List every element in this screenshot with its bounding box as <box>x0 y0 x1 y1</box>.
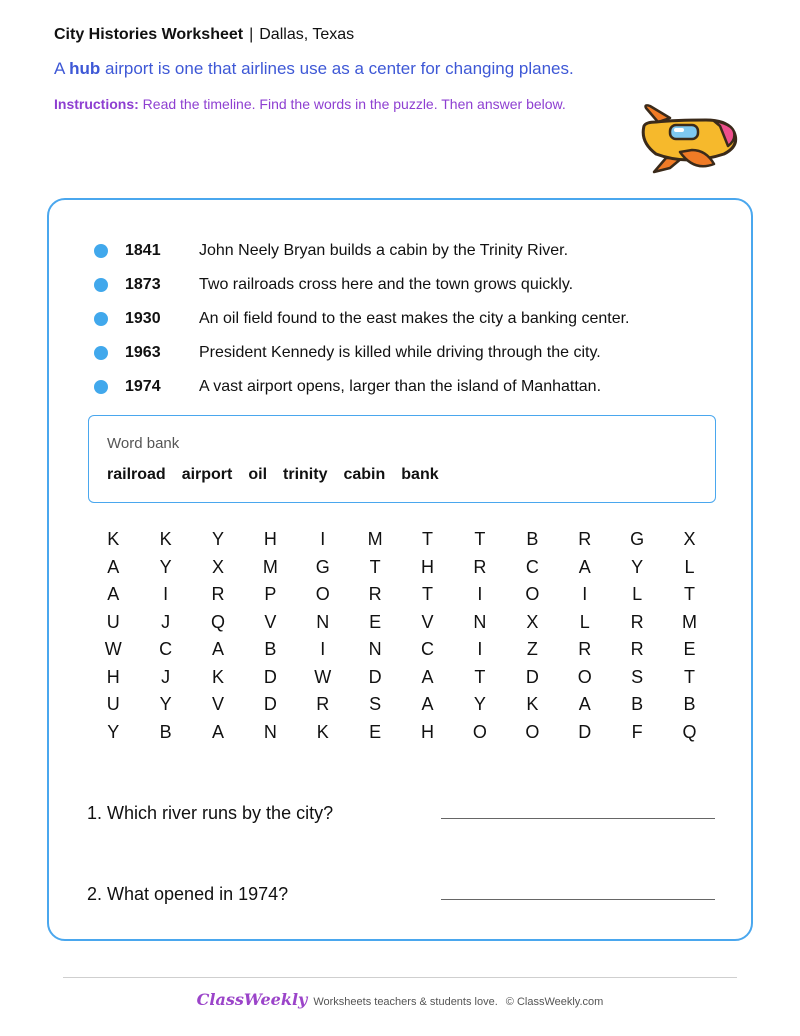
grid-letter[interactable]: K <box>107 529 120 549</box>
grid-letter[interactable]: A <box>107 584 120 604</box>
grid-letter[interactable]: N <box>316 611 330 632</box>
grid-letter[interactable]: U <box>106 611 120 632</box>
footer <box>0 990 800 1009</box>
grid-letter[interactable]: L <box>684 556 695 577</box>
grid-letter[interactable]: Y <box>473 694 486 714</box>
grid-letter[interactable]: R <box>578 639 592 659</box>
question-1: 1. Which river runs by the city? <box>87 803 334 823</box>
grid-letter[interactable]: T <box>369 556 381 577</box>
dot-icon <box>94 278 108 292</box>
timeline-event: A vast airport opens, larger than the island of Manhattan. <box>199 378 602 395</box>
grid-letter[interactable]: E <box>369 721 382 742</box>
grid-letter[interactable]: B <box>159 721 172 742</box>
word-bank-word: cabin <box>343 466 386 483</box>
hub-term: hub <box>69 59 101 78</box>
grid-letter[interactable]: R <box>316 694 330 714</box>
grid-letter[interactable]: N <box>473 611 487 632</box>
grid-letter[interactable]: N <box>368 639 382 659</box>
word-bank-word: railroad <box>107 466 166 483</box>
grid-letter[interactable]: B <box>526 529 539 549</box>
grid-letter[interactable]: O <box>315 584 330 604</box>
grid-letter[interactable]: E <box>683 639 696 659</box>
instructions <box>54 93 574 116</box>
timeline-year: 1841 <box>125 242 161 259</box>
grid-letter[interactable]: Y <box>159 694 172 714</box>
word-bank-word: bank <box>401 466 439 483</box>
hub-definition <box>54 59 574 79</box>
grid-letter[interactable]: V <box>264 611 277 632</box>
grid-letter[interactable]: M <box>262 556 278 577</box>
grid-letter[interactable]: K <box>316 721 329 742</box>
grid-letter[interactable]: R <box>368 584 382 604</box>
hub-prefix: A <box>54 59 70 78</box>
grid-row <box>87 691 716 719</box>
word-bank <box>88 415 716 503</box>
grid-letter[interactable]: O <box>525 584 540 604</box>
grid-letter[interactable]: T <box>474 529 486 549</box>
grid-letter[interactable]: A <box>421 694 434 714</box>
grid-letter[interactable]: R <box>578 529 592 549</box>
grid-letter[interactable]: I <box>163 584 169 604</box>
grid-letter[interactable]: Q <box>682 721 697 742</box>
grid-letter[interactable]: A <box>578 694 591 714</box>
timeline-event: An oil field found to the east makes the city a banking center. <box>199 310 630 327</box>
grid-letter[interactable]: X <box>211 556 224 577</box>
footer-divider <box>63 977 737 978</box>
footer-copyright: © ClassWeekly.com <box>505 996 604 1008</box>
grid-letter[interactable]: S <box>631 666 644 687</box>
grid-letter[interactable]: B <box>683 694 696 714</box>
timeline-year: 1873 <box>125 276 161 293</box>
grid-letter[interactable]: A <box>421 666 434 687</box>
grid-letter[interactable]: A <box>211 721 224 742</box>
grid-letter[interactable]: K <box>159 529 172 549</box>
grid-row <box>87 581 716 609</box>
worksheet-header <box>54 26 354 44</box>
grid-letter[interactable]: Y <box>631 556 644 577</box>
grid-letter[interactable]: A <box>578 556 591 577</box>
grid-letter[interactable]: N <box>263 721 277 742</box>
city-name: Dallas, Texas <box>259 26 355 43</box>
grid-letter[interactable]: H <box>421 556 435 577</box>
grid-letter[interactable]: S <box>369 694 382 714</box>
grid-letter[interactable]: L <box>632 584 643 604</box>
grid-letter[interactable]: D <box>525 666 539 687</box>
grid-letter[interactable]: V <box>421 611 434 632</box>
airplane-icon <box>636 102 742 174</box>
grid-row <box>87 554 716 582</box>
grid-letter[interactable]: Y <box>159 556 172 577</box>
word-bank-words <box>107 466 455 484</box>
answer-line-1[interactable] <box>441 818 715 819</box>
timeline-item <box>94 370 629 404</box>
grid-letter[interactable]: J <box>161 666 171 687</box>
grid-letter[interactable]: T <box>422 529 434 549</box>
grid-letter[interactable]: B <box>264 639 277 659</box>
grid-letter[interactable]: X <box>526 611 539 632</box>
timeline-year: 1930 <box>125 310 161 327</box>
grid-letter[interactable]: V <box>211 694 224 714</box>
question-2: 2. What opened in 1974? <box>87 884 289 904</box>
grid-letter[interactable]: G <box>315 556 330 577</box>
grid-letter[interactable]: D <box>263 666 277 687</box>
timeline-item <box>94 268 629 302</box>
grid-letter[interactable]: H <box>421 721 435 742</box>
worksheet-card <box>47 198 753 941</box>
grid-row <box>87 719 716 747</box>
dot-icon <box>94 346 108 360</box>
grid-letter[interactable]: A <box>107 556 120 577</box>
word-bank-label: Word bank <box>107 435 180 452</box>
grid-letter[interactable]: T <box>683 584 695 604</box>
timeline-year: 1963 <box>125 344 161 361</box>
grid-letter[interactable]: B <box>631 694 644 714</box>
grid-letter[interactable]: M <box>367 529 383 549</box>
grid-letter[interactable]: H <box>263 529 277 549</box>
grid-letter[interactable]: T <box>683 666 695 687</box>
grid-letter[interactable]: G <box>630 529 645 549</box>
worksheet-title: City Histories Worksheet <box>54 26 244 43</box>
timeline-event: John Neely Bryan builds a cabin by the Trinity River. <box>199 242 569 259</box>
grid-row <box>87 609 716 637</box>
grid-letter[interactable]: I <box>477 639 483 659</box>
grid-letter[interactable]: W <box>104 639 122 659</box>
timeline-item <box>94 336 629 370</box>
timeline-item <box>94 302 629 336</box>
grid-letter[interactable]: O <box>577 666 592 687</box>
grid-letter[interactable]: Z <box>526 639 538 659</box>
grid-letter[interactable]: T <box>474 666 486 687</box>
grid-letter[interactable]: I <box>582 584 588 604</box>
grid-letter[interactable]: I <box>320 529 326 549</box>
instructions-text: Read the timeline. Find the words in the puzzle. Then answer below. <box>138 96 566 112</box>
timeline-event: President Kennedy is killed while driving through the city. <box>199 344 601 361</box>
timeline-item <box>94 234 629 268</box>
word-bank-word: trinity <box>283 466 328 483</box>
grid-letter[interactable]: C <box>421 639 435 659</box>
grid-letter[interactable]: K <box>526 694 539 714</box>
grid-letter[interactable]: P <box>264 584 277 604</box>
grid-letter[interactable]: A <box>211 639 224 659</box>
grid-row <box>87 664 716 692</box>
dot-icon <box>94 244 108 258</box>
grid-row <box>87 636 716 664</box>
grid-letter[interactable]: J <box>161 611 171 632</box>
grid-letter[interactable]: I <box>477 584 483 604</box>
grid-letter[interactable]: M <box>681 611 697 632</box>
grid-letter[interactable]: O <box>525 721 540 742</box>
hub-suffix: airport is one that airlines use as a center for changing planes. <box>100 59 574 78</box>
grid-letter[interactable]: X <box>683 529 696 549</box>
timeline <box>94 234 629 404</box>
timeline-year: 1974 <box>125 378 161 395</box>
grid-letter[interactable]: Y <box>211 529 224 549</box>
instructions-label: Instructions: <box>54 96 139 112</box>
grid-letter[interactable]: D <box>368 666 382 687</box>
grid-letter[interactable]: H <box>106 666 120 687</box>
grid-letter[interactable]: R <box>630 639 644 659</box>
grid-letter[interactable]: Y <box>107 721 120 742</box>
dot-icon <box>94 312 108 326</box>
brand-logo: ClassWeekly <box>196 990 308 1009</box>
grid-letter[interactable]: U <box>106 694 120 714</box>
grid-letter[interactable]: R <box>211 584 225 604</box>
grid-letter[interactable]: T <box>422 584 434 604</box>
grid-letter[interactable]: Q <box>210 611 225 632</box>
header-separator: | <box>249 26 254 43</box>
dot-icon <box>94 380 108 394</box>
grid-letter[interactable]: C <box>525 556 539 577</box>
grid-letter[interactable]: D <box>263 694 277 714</box>
grid-letter[interactable]: R <box>473 556 487 577</box>
timeline-event: Two railroads cross here and the town grows quickly. <box>199 276 574 293</box>
word-search-grid <box>87 526 716 746</box>
grid-letter[interactable]: F <box>631 721 643 742</box>
answer-line-2[interactable] <box>441 899 715 900</box>
grid-letter[interactable]: L <box>579 611 590 632</box>
footer-tagline: Worksheets teachers & students love. <box>313 996 498 1008</box>
grid-letter[interactable]: E <box>369 611 382 632</box>
grid-row <box>87 526 716 554</box>
grid-letter[interactable]: K <box>211 666 224 687</box>
grid-letter[interactable]: I <box>320 639 326 659</box>
word-bank-word: oil <box>248 466 268 483</box>
grid-letter[interactable]: C <box>159 639 173 659</box>
word-bank-word: airport <box>181 466 233 483</box>
grid-letter[interactable]: D <box>578 721 592 742</box>
grid-letter[interactable]: R <box>630 611 644 632</box>
grid-letter[interactable]: O <box>472 721 487 742</box>
grid-letter[interactable]: W <box>314 666 332 687</box>
